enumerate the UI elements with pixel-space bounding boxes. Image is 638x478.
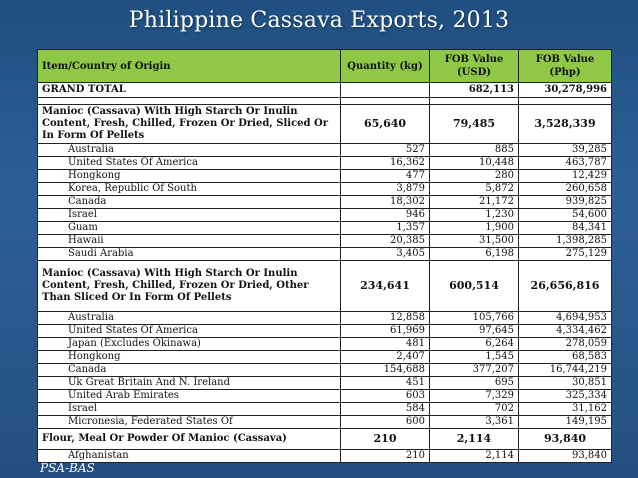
country-php: 463,787: [519, 157, 612, 170]
country-quantity: 2,407: [341, 351, 430, 364]
group-php: 26,656,816: [519, 261, 612, 312]
country-name: United Arab Emirates: [38, 390, 341, 403]
country-php: 68,583: [519, 351, 612, 364]
country-name: Uk Great Britain And N. Ireland: [38, 377, 341, 390]
country-php: 30,851: [519, 377, 612, 390]
country-usd: 1,900: [430, 222, 519, 235]
country-usd: 702: [430, 403, 519, 416]
country-quantity: 20,385: [341, 235, 430, 248]
country-php: 325,334: [519, 390, 612, 403]
group-usd: 2,114: [430, 429, 519, 450]
table-row: [38, 403, 612, 416]
country-php: 939,825: [519, 196, 612, 209]
table-row: [38, 222, 612, 235]
country-name: Hongkong: [38, 170, 341, 183]
country-quantity: 451: [341, 377, 430, 390]
country-name: Micronesia, Federated States Of: [38, 416, 341, 429]
country-php: 278,059: [519, 338, 612, 351]
country-quantity: 12,858: [341, 312, 430, 325]
header-fob-usd: FOB Value (USD): [430, 50, 519, 83]
country-name: Israel: [38, 209, 341, 222]
group-php: 3,528,339: [519, 105, 612, 144]
country-quantity: 210: [341, 450, 430, 463]
group-quantity: 65,640: [341, 105, 430, 144]
country-quantity: 946: [341, 209, 430, 222]
country-usd: 695: [430, 377, 519, 390]
country-php: 4,694,953: [519, 312, 612, 325]
country-usd: 97,645: [430, 325, 519, 338]
country-php: 16,744,219: [519, 364, 612, 377]
header-quantity: Quantity (kg): [341, 50, 430, 83]
country-quantity: 600: [341, 416, 430, 429]
group-row: [38, 261, 612, 312]
country-usd: 6,264: [430, 338, 519, 351]
country-php: 149,195: [519, 416, 612, 429]
table-row: [38, 351, 612, 364]
table-row: [38, 450, 612, 463]
country-usd: 31,500: [430, 235, 519, 248]
group-label: Flour, Meal Or Powder Of Manioc (Cassava): [38, 429, 341, 450]
country-name: Israel: [38, 403, 341, 416]
country-name: Hongkong: [38, 351, 341, 364]
country-usd: 5,872: [430, 183, 519, 196]
table-row: [38, 364, 612, 377]
country-quantity: 3,405: [341, 248, 430, 261]
country-name: Australia: [38, 144, 341, 157]
table-row: [38, 390, 612, 403]
country-quantity: 1,357: [341, 222, 430, 235]
country-name: Japan (Excludes Okinawa): [38, 338, 341, 351]
country-php: 31,162: [519, 403, 612, 416]
country-php: 93,840: [519, 450, 612, 463]
grand-total-php: 30,278,996: [519, 83, 612, 98]
table-row: [38, 325, 612, 338]
table-body: [38, 83, 612, 463]
source-footer: PSA-BAS: [40, 461, 95, 475]
exports-table: [37, 49, 612, 463]
group-quantity: 234,641: [341, 261, 430, 312]
table-row: [38, 196, 612, 209]
country-usd: 1,545: [430, 351, 519, 364]
country-php: 54,600: [519, 209, 612, 222]
country-php: 1,398,285: [519, 235, 612, 248]
table-row: [38, 235, 612, 248]
country-php: 4,334,462: [519, 325, 612, 338]
table-row: [38, 157, 612, 170]
country-php: 12,429: [519, 170, 612, 183]
country-name: Canada: [38, 196, 341, 209]
table-row: [38, 170, 612, 183]
country-php: 84,341: [519, 222, 612, 235]
country-usd: 10,448: [430, 157, 519, 170]
group-row: [38, 105, 612, 144]
group-usd: 600,514: [430, 261, 519, 312]
group-label: Manioc (Cassava) With High Starch Or Inulin Content, Fresh, Chilled, Frozen Or Dried, Sliced Or In Form Of Pellets: [38, 105, 341, 144]
group-quantity: 210: [341, 429, 430, 450]
country-quantity: 3,879: [341, 183, 430, 196]
country-name: Afghanistan: [38, 450, 341, 463]
country-usd: 1,230: [430, 209, 519, 222]
group-label: Manioc (Cassava) With High Starch Or Inulin Content, Fresh, Chilled, Frozen Or Dried, Other Than Sliced Or In Form Of Pellets: [38, 261, 341, 312]
country-usd: 7,329: [430, 390, 519, 403]
country-usd: 6,198: [430, 248, 519, 261]
country-quantity: 481: [341, 338, 430, 351]
country-php: 260,658: [519, 183, 612, 196]
table-row: [38, 312, 612, 325]
country-usd: 885: [430, 144, 519, 157]
country-usd: 2,114: [430, 450, 519, 463]
country-usd: 21,172: [430, 196, 519, 209]
country-usd: 280: [430, 170, 519, 183]
country-usd: 377,207: [430, 364, 519, 377]
table-row: [38, 338, 612, 351]
header-item: Item/Country of Origin: [38, 50, 341, 83]
table-row: [38, 183, 612, 196]
table-row: [38, 416, 612, 429]
country-quantity: 477: [341, 170, 430, 183]
grand-total-row: [38, 83, 612, 98]
table-header-row: [38, 50, 612, 83]
country-usd: 105,766: [430, 312, 519, 325]
table-row: [38, 144, 612, 157]
country-usd: 3,361: [430, 416, 519, 429]
country-quantity: 603: [341, 390, 430, 403]
country-quantity: 154,688: [341, 364, 430, 377]
spacer-row: [38, 98, 612, 105]
grand-total-quantity: [341, 83, 430, 98]
table-row: [38, 248, 612, 261]
group-row: [38, 429, 612, 450]
country-quantity: 16,362: [341, 157, 430, 170]
country-name: Canada: [38, 364, 341, 377]
country-quantity: 61,969: [341, 325, 430, 338]
country-name: United States Of America: [38, 325, 341, 338]
country-name: Australia: [38, 312, 341, 325]
country-name: Hawaii: [38, 235, 341, 248]
country-name: Guam: [38, 222, 341, 235]
table-row: [38, 377, 612, 390]
country-quantity: 584: [341, 403, 430, 416]
exports-table-container: [37, 49, 611, 463]
page-title: Philippine Cassava Exports, 2013: [128, 8, 510, 33]
country-name: Korea, Republic Of South: [38, 183, 341, 196]
table-row: [38, 209, 612, 222]
country-quantity: 18,302: [341, 196, 430, 209]
group-php: 93,840: [519, 429, 612, 450]
grand-total-label: GRAND TOTAL: [38, 83, 341, 98]
country-php: 275,129: [519, 248, 612, 261]
header-fob-php: FOB Value (Php): [519, 50, 612, 83]
country-php: 39,285: [519, 144, 612, 157]
country-name: United States Of America: [38, 157, 341, 170]
group-usd: 79,485: [430, 105, 519, 144]
country-name: Saudi Arabia: [38, 248, 341, 261]
country-quantity: 527: [341, 144, 430, 157]
grand-total-usd: 682,113: [430, 83, 519, 98]
